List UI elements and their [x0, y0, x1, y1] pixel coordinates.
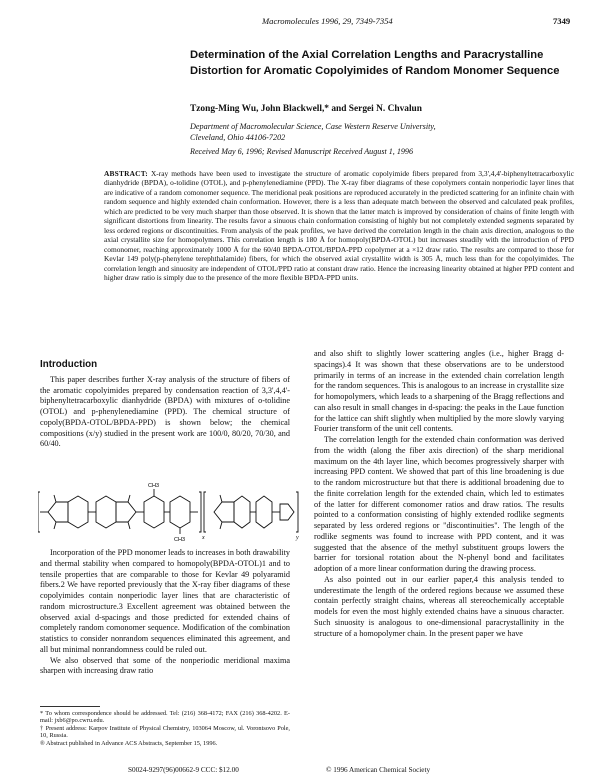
section-heading-introduction: Introduction [40, 359, 98, 370]
page-footer [0, 766, 600, 776]
copyright-notice: © 1996 American Chemical Society [326, 766, 431, 774]
intro-paragraph-5: The correlation length for the extended chain conformation was derived from the width (along the fiber axis direction) of the sharp meridional maximum on the 4th layer line, which becomes progressively sharper with increasing PPD content. We showed that part of this line broadening is due to the random microstructure but that there is additional broadening due to the finite correlation length for the extended chain, which led to estimates of the latter for different comonomer ratios and draw ratios. The results pointed to a conformation consisting of highly extended rodlike segments separated by less ordered regions or "discontinuities". The length of the rodlike segments was found to increase with PPD content, and it was suggested that the absence of the methyl substituent groups lowers the barrier for torsional rotation about the N-phenyl bond and facilitates adoption of a more linear conformation during the drawing process. [314, 435, 564, 573]
left-column-continued [40, 548, 290, 677]
affiliation: Department of Macromolecular Science, Case Western Reserve University, Cleveland, Ohio 44106-7202 [190, 122, 436, 142]
abstract [104, 169, 574, 282]
left-column [40, 360, 290, 450]
article-title: Determination of the Axial Correlation Lengths and Paracrystalline Distortion for Aromatic Copolyimides of Random Monomer Sequence [190, 49, 560, 77]
intro-paragraph-1: This paper describes further X-ray analysis of the structure of fibers of the aromatic copolyimides prepared by condensation reaction of 3,3',4,4'-biphenyltetracarboxylic dianhydride (BPDA) with mixtures of o-tolidine (OTOL) and p-phenylenediamine (PPD). The chemical structure of copoly(BPDA-OTOL/BPDA-PPD) is shown below; the chemical compositions (x/y) studied in the present work are 100/0, 80/20, 70/30, and 60/40. [40, 374, 290, 449]
running-header [0, 16, 600, 30]
journal-citation: Macromolecules 1996, 29, 7349-7354 [262, 16, 393, 26]
right-column [314, 349, 564, 639]
intro-paragraph-2: Incorporation of the PPD monomer leads to increases in both drawability and thermal stability when compared to homopoly(BPDA-OTOL)1 and to tensile properties that are comparable to those for Kevlar 49 polyaramid fibers.2 We have reported previously that the X-ray fiber diagrams of these copolyimides contain nonperiodic layer lines that are characteristic of random microstructure.3 Excellent agreement was obtained between the observed axial d-spacings and those predicted for extended chains of completely random comonomer sequence. Modification of the combination statistics to consider nonrandom sequences eliminated this agreement, and all but minimal nonrandomness could be ruled out. [40, 548, 290, 654]
ch3-label-top: CH3 [148, 483, 160, 489]
footnote-correspondence: * To whom correspondence should be addressed. Tel: (216) 368-4172; FAX (216) 368-4202. E-mail: jxb6@po.cwru.edu. [40, 710, 290, 725]
intro-paragraph-3: We also observed that some of the nonperiodic meridional maxima sharpen with increasing draw ratio [40, 655, 290, 676]
subscript-y: y [296, 535, 299, 541]
abstract-label: ABSTRACT: [104, 169, 148, 178]
intro-paragraph-6: As also pointed out in our earlier paper,4 this analysis tended to underestimate the length of the ordered regions because we assumed these contain perfectly straight chains, whereas all stereochemically acceptable models for even the most highly extended chains have a sinuous character. Such sinuosity is analogous to one-dimensional paracrystallinity in the structure of a homopolymer chain. In the present paper we have [314, 574, 564, 638]
intro-paragraph-4: and also shift to slightly lower scattering angles (i.e., higher Bragg d-spacings).4 It was shown that these observations are to be understood primarily in terms of an increase in the extended chain correlation length for the random sequences. This is analogous to an increase in crystallite size for homopolymers, which leads to a sharpening of the Bragg reflections and can also result in small changes in d-spacing: the peaks in the Laue function for the lattice can shift slightly when multiplied by the more slowly varying Fourier transform of the unit cell contents. [314, 349, 564, 434]
received-dates: Received May 6, 1996; Revised Manuscript Received August 1, 1996 [190, 147, 414, 156]
abstract-text: X-ray methods have been used to investigate the structure of aromatic copolyimide fibers prepared from 3,3',4,4'-biphenyltetracarboxylic dianhydride (BPDA), o-tolidine (OTOL), and p-phenylenediamine (PPD). The X-ray fiber diagrams of these copolymers contain nonperiodic layer lines that are indicative of a random comonomer sequence. The meridional peak positions are reproduced accurately in the predicted scattering for an infinite chain with random sequence and highly extended chain conformation. However, there is a less than adequate match between the observed and calculated peak profiles, which are predicted to be very much sharper than those observed. It is shown that the latter match is improved by consideration of chains of finite length with significant distortions from linearity. The results favor a sinuous chain conformation consisting of highly but not completely extended segments separated by less ordered regions or discontinuities. From analysis of the peak profiles, we have derived the correlation length in the chain axis direction, analogous to the axial crystallite size for homopolymers. This correlation length is 180 Å for homopoly(BPDA-OTOL) but increases steadily with the introduction of PPD comonomer, reaching approximately 1000 Å for the 60/40 BPDA-OTOL/BPDA-PPD copolymer at a ×12 draw ratio. The results are compared to those for Kevlar 149 poly(p-phenylene terephthalamide) fibers, for which the observed axial crystallite width is 305 Å, much less than for the copolyimides. The correlation length and sinuosity are independent of OTOL/PPD ratio at constant draw ratio. Hence the increasing linearity obtained at higher PPD content and higher draw ratio is simply due to the presence of the more flexible BPDA-PPD units. [104, 169, 574, 282]
author-list: Tzong-Ming Wu, John Blackwell,* and Sergei N. Chvalun [190, 104, 422, 114]
footnote-abstract-published: ® Abstract published in Advance ACS Abstracts, September 15, 1996. [40, 739, 218, 747]
footnotes [40, 710, 290, 747]
ch3-label-bottom: CH3 [174, 537, 186, 542]
footnote-present-address: † Present address: Karpov Institute of Physical Chemistry, 103064 Moscow, ul. Vorontsovo Pole, 10, Russia. [40, 724, 290, 740]
chemical-structure [38, 480, 300, 542]
footnote-divider [40, 706, 100, 707]
doi-code: S0024-9297(96)00662-9 CCC: $12.00 [128, 766, 239, 774]
page-number: 7349 [553, 16, 571, 26]
subscript-x: x [202, 535, 205, 541]
